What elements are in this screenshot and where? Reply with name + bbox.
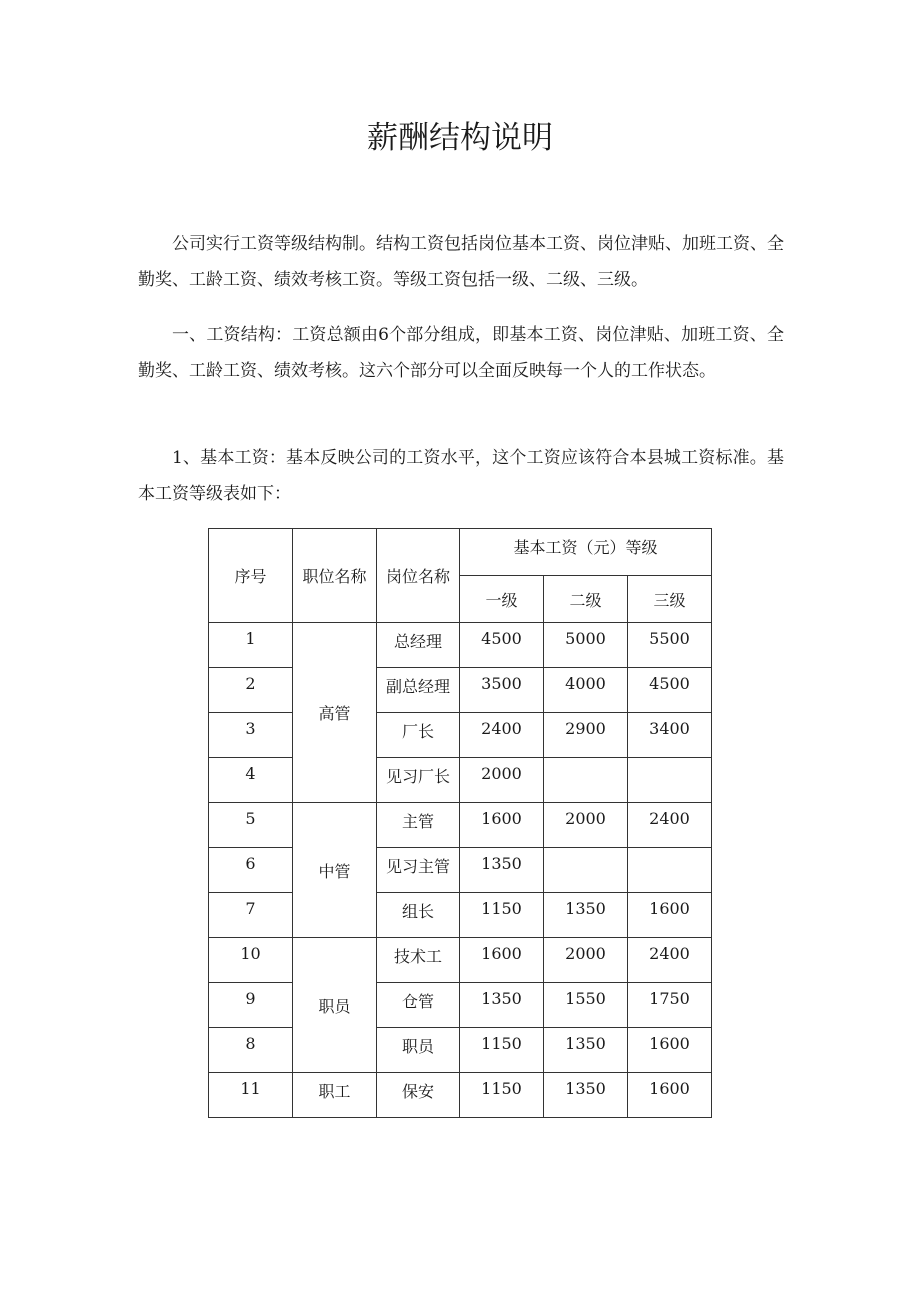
cell-level2: 1350 — [544, 1028, 628, 1073]
cell-category-senior: 高管 — [293, 623, 377, 803]
cell-level3: 2400 — [628, 938, 712, 983]
table-row — [209, 713, 712, 758]
cell-position: 职员 — [377, 1028, 460, 1073]
cell-level3: 3400 — [628, 713, 712, 758]
cell-level2: 5000 — [544, 623, 628, 668]
cell-level2 — [544, 758, 628, 803]
cell-position: 见习厂长 — [377, 758, 460, 803]
cell-category-middle: 中管 — [293, 803, 377, 938]
cell-index: 7 — [209, 893, 293, 938]
table-row — [209, 1028, 712, 1073]
document-title: 薪酬结构说明 — [367, 120, 553, 156]
table-row — [209, 983, 712, 1028]
cell-level1: 1150 — [460, 893, 544, 938]
cell-position: 主管 — [377, 803, 460, 848]
cell-index: 11 — [209, 1073, 293, 1118]
header-level2: 二级 — [544, 576, 628, 623]
cell-level1: 4500 — [460, 623, 544, 668]
cell-level2: 2900 — [544, 713, 628, 758]
cell-level2: 2000 — [544, 803, 628, 848]
cell-level3 — [628, 848, 712, 893]
table-row — [209, 803, 712, 848]
cell-level3: 1600 — [628, 1028, 712, 1073]
cell-position: 保安 — [377, 1073, 460, 1118]
cell-level3 — [628, 758, 712, 803]
cell-level3: 1600 — [628, 1073, 712, 1118]
cell-index: 8 — [209, 1028, 293, 1073]
cell-position: 组长 — [377, 893, 460, 938]
table-row — [209, 848, 712, 893]
cell-category-worker: 职工 — [293, 1073, 377, 1118]
cell-index: 1 — [209, 623, 293, 668]
cell-index: 3 — [209, 713, 293, 758]
header-position: 岗位名称 — [377, 529, 460, 623]
cell-level1: 1150 — [460, 1073, 544, 1118]
cell-level1: 1600 — [460, 803, 544, 848]
cell-level3: 4500 — [628, 668, 712, 713]
cell-level1: 3500 — [460, 668, 544, 713]
paragraph-salary-structure: 一、工资结构：工资总额由6个部分组成，即基本工资、岗位津贴、加班工资、全勤奖、工龄工资、绩效考核。这六个部分可以全面反映每一个人的工作状态。 — [138, 325, 784, 381]
table-row — [209, 668, 712, 713]
table-row — [209, 1073, 712, 1118]
cell-position: 仓管 — [377, 983, 460, 1028]
header-level1: 一级 — [460, 576, 544, 623]
table-row — [209, 938, 712, 983]
cell-level1: 1150 — [460, 1028, 544, 1073]
table-row — [209, 893, 712, 938]
cell-index: 10 — [209, 938, 293, 983]
header-salary-group: 基本工资（元）等级 — [460, 529, 712, 576]
header-category: 职位名称 — [293, 529, 377, 623]
cell-index: 6 — [209, 848, 293, 893]
header-index: 序号 — [209, 529, 293, 623]
cell-level1: 1600 — [460, 938, 544, 983]
cell-level2: 1350 — [544, 893, 628, 938]
cell-level2 — [544, 848, 628, 893]
cell-level3: 1600 — [628, 893, 712, 938]
paragraph-base-salary: 1、基本工资：基本反映公司的工资水平，这个工资应该符合本县城工资标准。基本工资等级表如下： — [138, 448, 784, 504]
table-row — [209, 758, 712, 803]
table-header-row — [209, 529, 712, 576]
cell-index: 9 — [209, 983, 293, 1028]
cell-level3: 2400 — [628, 803, 712, 848]
cell-position: 技术工 — [377, 938, 460, 983]
cell-level3: 5500 — [628, 623, 712, 668]
cell-index: 4 — [209, 758, 293, 803]
cell-index: 5 — [209, 803, 293, 848]
cell-level2: 1550 — [544, 983, 628, 1028]
cell-position: 厂长 — [377, 713, 460, 758]
cell-level1: 2000 — [460, 758, 544, 803]
cell-position: 见习主管 — [377, 848, 460, 893]
cell-level1: 2400 — [460, 713, 544, 758]
paragraph-salary-system: 公司实行工资等级结构制。结构工资包括岗位基本工资、岗位津贴、加班工资、全勤奖、工龄工资、绩效考核工资。等级工资包括一级、二级、三级。 — [138, 234, 784, 290]
cell-level2: 1350 — [544, 1073, 628, 1118]
cell-category-staff: 职员 — [293, 938, 377, 1073]
header-level3: 三级 — [628, 576, 712, 623]
cell-index: 2 — [209, 668, 293, 713]
cell-level1: 1350 — [460, 983, 544, 1028]
cell-level1: 1350 — [460, 848, 544, 893]
base-salary-table — [208, 528, 712, 1118]
cell-position: 总经理 — [377, 623, 460, 668]
cell-level2: 2000 — [544, 938, 628, 983]
table-row — [209, 623, 712, 668]
cell-level2: 4000 — [544, 668, 628, 713]
cell-position: 副总经理 — [377, 668, 460, 713]
cell-level3: 1750 — [628, 983, 712, 1028]
